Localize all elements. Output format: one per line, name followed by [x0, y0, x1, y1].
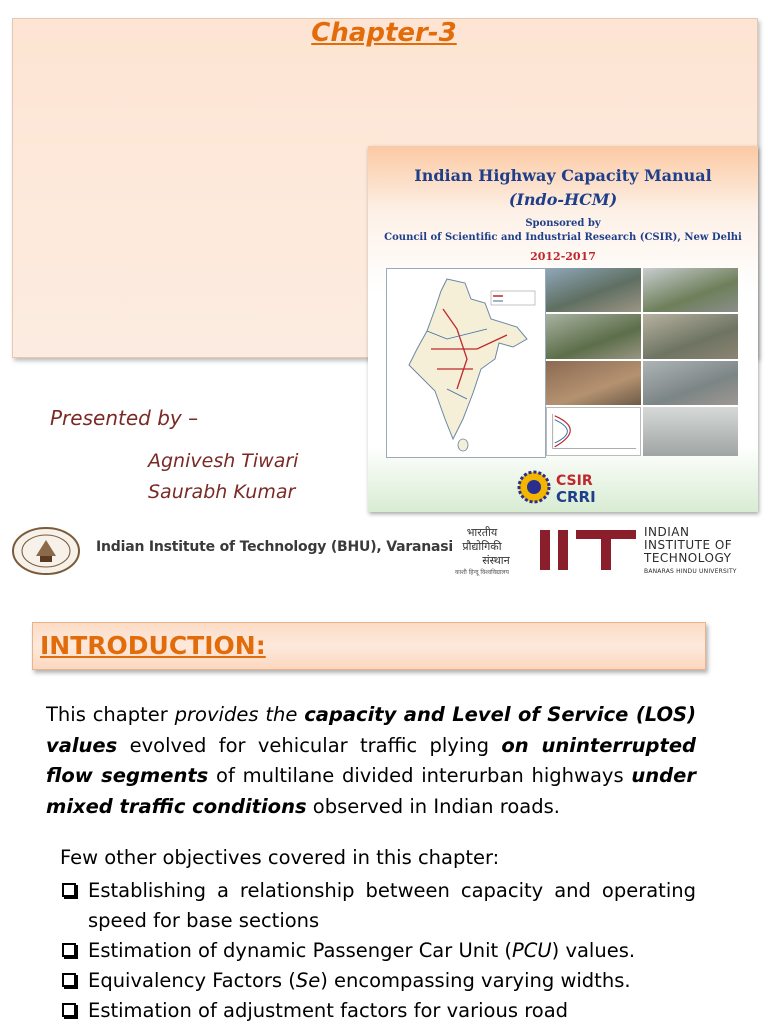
cover-council: Council of Scientific and Industrial Research (CSIR), New Delhi [384, 232, 742, 243]
iit-hindi-wordmark [434, 524, 530, 576]
svg-text:CSIR: CSIR [556, 473, 593, 489]
para-emphasis: capacity and Level of Service (LOS) values [46, 703, 697, 757]
institute-banner [6, 520, 762, 582]
para-text: evolved for vehicular traffic plying [117, 733, 502, 757]
iit-university: BANARAS HINDU UNIVERSITY [644, 568, 737, 575]
list-item [60, 876, 696, 936]
cover-sponsored: Sponsored by [525, 218, 601, 229]
bullet-text: Estimation of dynamic Passenger Car Unit ( [88, 939, 512, 962]
para-text: observed in Indian roads. [306, 794, 560, 818]
list-item [60, 966, 696, 996]
checkbox-bullet-icon [62, 973, 76, 987]
hindi-small: काशी हिन्दू विश्वविद्यालय [455, 569, 509, 576]
iit-word: TECHNOLOGY [644, 551, 732, 565]
iit-word: INSTITUTE OF [644, 538, 733, 552]
objectives-list [60, 876, 696, 1026]
bullet-text: Establishing a relationship between capacity and operating speed for base sections [88, 879, 696, 932]
para-text: This chapter [46, 703, 175, 726]
speed-flow-graph-icon [547, 408, 640, 455]
para-emphasis: under mixed traffic conditions [46, 764, 696, 818]
bullet-italic: PCU [511, 939, 552, 962]
presenter-name: Agnivesh Tiwari [148, 450, 299, 472]
bullet-text: ) encompassing varying widths. [320, 969, 631, 992]
book-cover-image [368, 146, 758, 512]
chapter-title: Chapter-3 [311, 18, 457, 48]
csir-crri-logo-icon [516, 468, 612, 506]
india-map-icon [386, 268, 546, 458]
para-emphasis: on uninterrupted flow segments [46, 733, 697, 787]
svg-text:CRRI: CRRI [556, 488, 596, 506]
bullet-text: Estimation of adjustment factors for various road [88, 999, 569, 1022]
para-text: of multilane divided interurban highways [208, 764, 632, 787]
hindi-line: भारतीय [466, 526, 498, 539]
highway-photo-collage [546, 268, 738, 456]
presenter-name: Saurabh Kumar [148, 481, 296, 503]
list-item [60, 996, 696, 1026]
cover-title: Indian Highway Capacity Manual [414, 166, 712, 185]
list-item [60, 936, 696, 966]
checkbox-bullet-icon [62, 943, 76, 957]
iit-word: INDIAN [644, 525, 690, 539]
bullet-text: Equivalency Factors ( [88, 969, 296, 992]
cover-years: 2012-2017 [530, 250, 596, 263]
checkbox-bullet-icon [62, 1003, 76, 1017]
iit-name-block [644, 526, 737, 578]
introduction-paragraph [46, 700, 696, 822]
institute-name: Indian Institute of Technology (BHU), Varanasi [96, 539, 454, 555]
iit-bhu-seal-icon [10, 526, 82, 576]
objectives-intro: Few other objectives covered in this chapter: [60, 846, 500, 869]
cover-subtitle: (Indo-HCM) [508, 190, 618, 209]
hindi-line: संस्थान [482, 554, 510, 567]
checkbox-bullet-icon [62, 883, 76, 897]
hindi-line: प्रौद्योगिकी [462, 540, 502, 553]
bullet-text: ) values. [551, 939, 636, 962]
introduction-heading: INTRODUCTION: [40, 631, 266, 660]
iit-letters-logo-icon [538, 528, 638, 572]
presented-by-label: Presented by – [50, 406, 199, 430]
bullet-italic: Se [295, 969, 321, 992]
para-italic: provides the [174, 703, 305, 726]
